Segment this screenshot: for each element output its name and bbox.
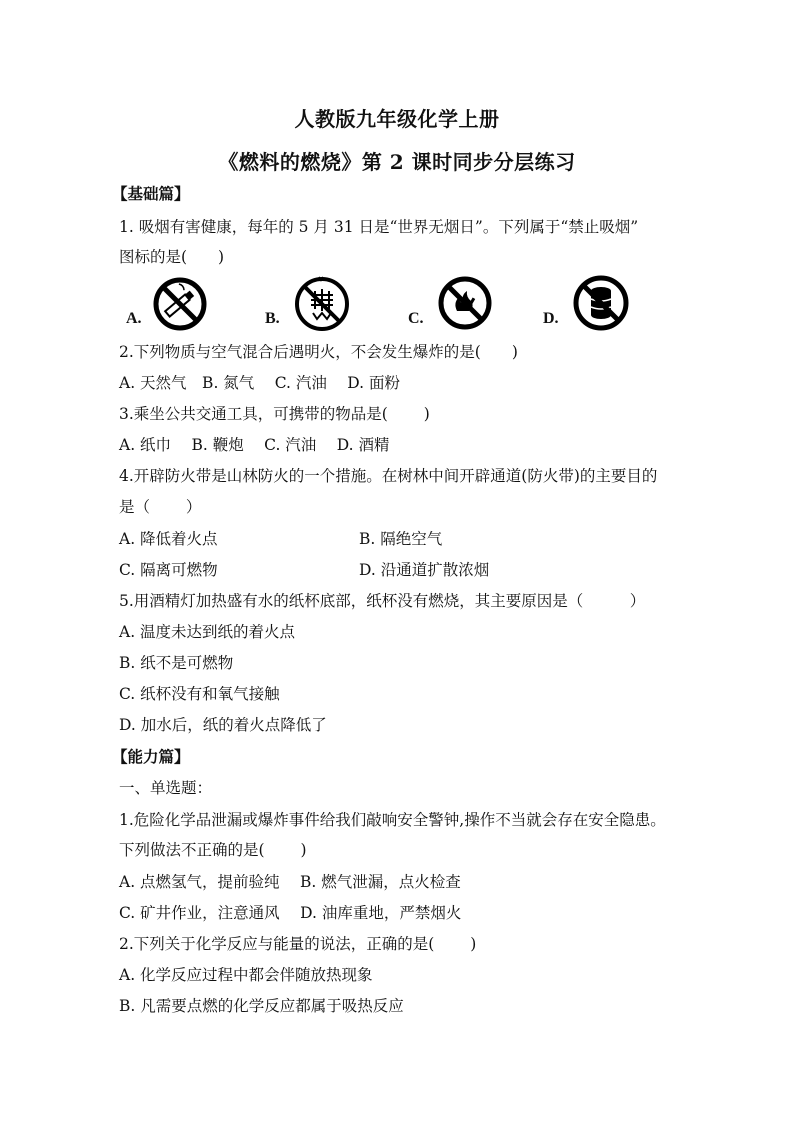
page-title: 人教版九年级化学上册 — [294, 107, 500, 131]
ability-q2-option-b: B. 凡需要点燃的化学反应都属于吸热反应 — [119, 997, 404, 1015]
basic-q1-option-d-label: D. — [543, 310, 559, 327]
basic-q4-option-a: A. 降低着火点 — [119, 530, 218, 548]
basic-q4-option-b: B. 隔绝空气 — [359, 530, 443, 548]
ability-q2: 2.下列关于化学反应与能量的说法，正确的是( ) — [119, 935, 477, 953]
basic-q4-option-c: C. 隔离可燃物 — [119, 561, 218, 579]
basic-q1-option-b-label: B. — [265, 310, 280, 327]
basic-q1-line1: 1. 吸烟有害健康，每年的 5 月 31 日是“世界无烟日”。下列属于“禁止吸烟” — [119, 218, 639, 236]
basic-q4-line1: 4.开辟防火带是山林防火的一个措施。在树林中间开辟通道(防火带)的主要目的 — [119, 467, 658, 485]
basic-q2: 2.下列物质与空气混合后遇明火，不会发生爆炸的是( ) — [119, 343, 518, 361]
basic-q3: 3.乘坐公共交通工具，可携带的物品是( ) — [119, 405, 430, 423]
basic-q1-line2: 图标的是( ) — [119, 248, 225, 266]
basic-q3-options: A. 纸巾 B. 鞭炮 C. 汽油 D. 酒精 — [119, 436, 390, 454]
basic-q4-line2: 是（ ） — [119, 498, 202, 516]
ability-q1-options-row2: C. 矿井作业，注意通风 D. 油库重地，严禁烟火 — [119, 904, 462, 922]
basic-q1-option-c-label: C. — [408, 310, 424, 327]
no-fireworks-icon — [293, 273, 351, 333]
basic-q5-option-a: A. 温度未达到纸的着火点 — [119, 623, 296, 641]
basic-q1-option-a-label: A. — [126, 310, 142, 327]
no-smoking-icon — [152, 276, 208, 332]
no-fire-icon — [437, 275, 493, 331]
page-subtitle: 《燃料的燃烧》第 2 课时同步分层练习 — [218, 150, 576, 174]
basic-q5-option-b: B. 纸不是可燃物 — [119, 654, 234, 672]
basic-q5-option-d: D. 加水后，纸的着火点降低了 — [119, 716, 327, 734]
basic-q4-option-d: D. 沿通道扩散浓烟 — [359, 561, 490, 579]
basic-section-heading: 【基础篇】 — [112, 184, 190, 203]
ability-section-heading: 【能力篇】 — [112, 747, 190, 766]
basic-q5-option-c: C. 纸杯没有和氧气接触 — [119, 685, 280, 703]
basic-q2-options: A. 天然气 B. 氮气 C. 汽油 D. 面粉 — [119, 374, 401, 392]
ability-q1-options-row1: A. 点燃氢气，提前验纯 B. 燃气泄漏，点火检查 — [119, 873, 461, 891]
ability-q1-line2: 下列做法不正确的是( ) — [119, 841, 307, 859]
basic-q5: 5.用酒精灯加热盛有水的纸杯底部，纸杯没有燃烧，其主要原因是（ ） — [119, 592, 646, 610]
ability-q1-line1: 1.危险化学品泄漏或爆炸事件给我们敲响安全警钟,操作不当就会存在安全隐患。 — [119, 811, 666, 829]
ability-subheading: 一、单选题： — [119, 779, 213, 797]
no-flammable-barrel-icon — [572, 274, 630, 332]
ability-q2-option-a: A. 化学反应过程中都会伴随放热现象 — [119, 966, 373, 984]
